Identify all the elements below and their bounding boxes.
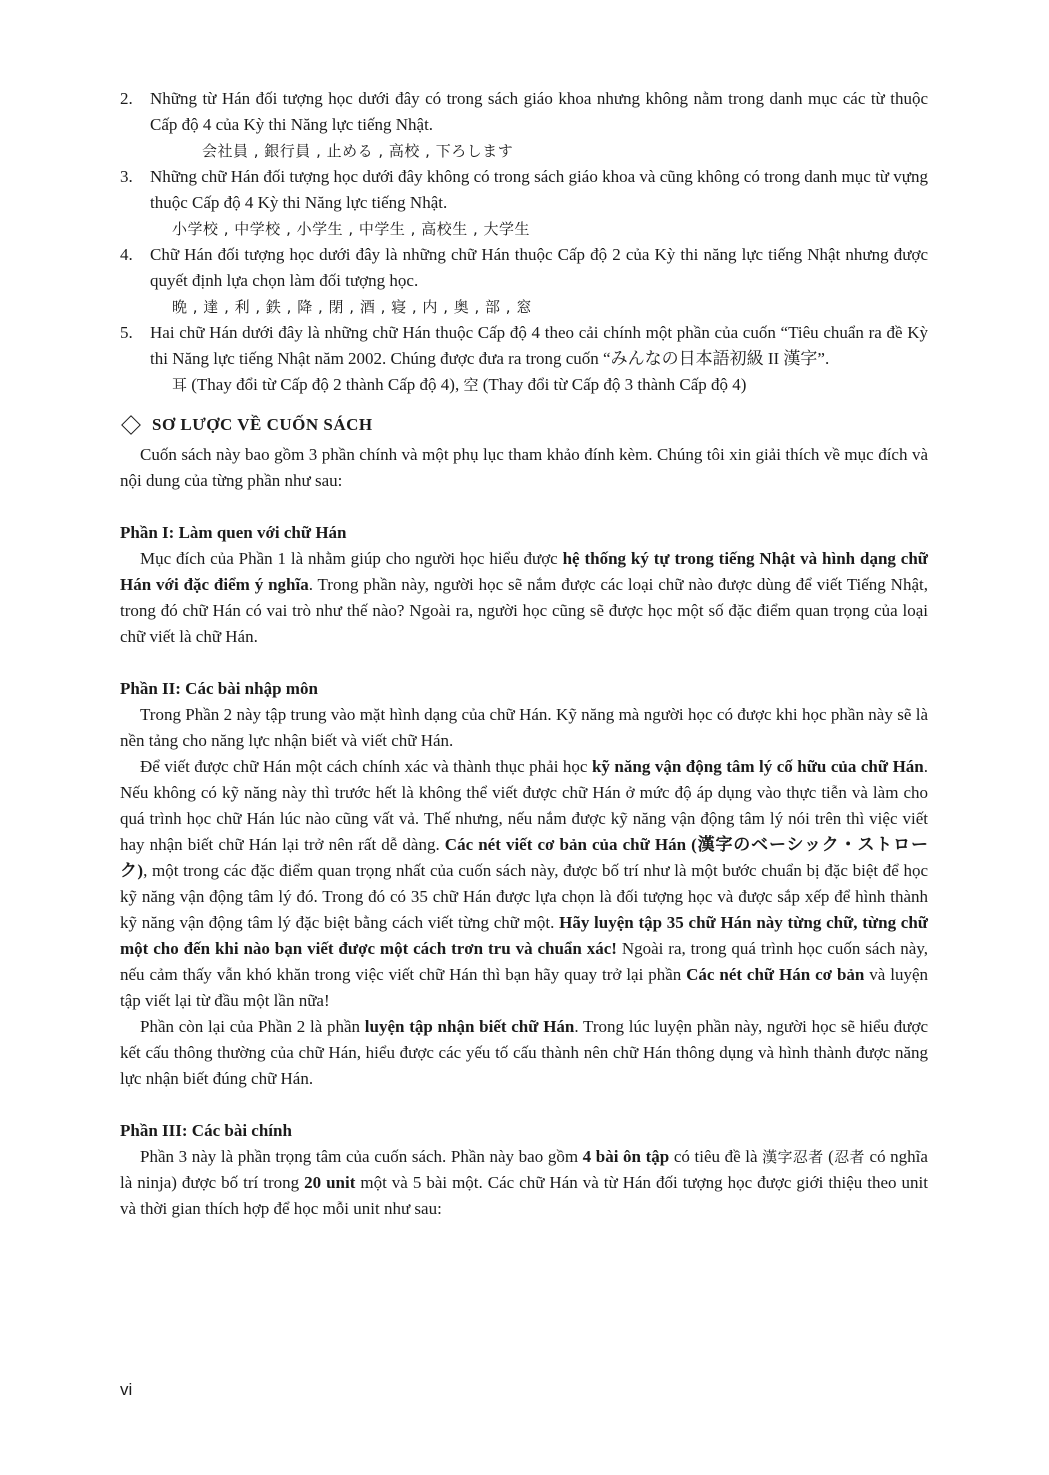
part2-paragraph-2: Để viết được chữ Hán một cách chính xác và thành thục phải học kỹ năng vận động tâm lý cố hữu của chữ Hán. Nếu không có kỹ năng này thì trước hết là không thể viết được chữ Hán ở mức độ áp dụng vào thực tiễn và làm cho quá trình học chữ Hán lúc nào cũng vất vả. Thế nhưng, nếu nắm được kỹ năng vận động tâm lý nói trên thì việc viết hay nhận biết chữ Hán lại trở nên rất dễ dàng. Các nét viết cơ bản của chữ Hán (漢字のベーシック・ストローク), một trong các đặc điểm quan trọng nhất của cuốn sách này, được bố trí như là một bước chuẩn bị đặc biệt để học kỹ năng vận động tâm lý đó. Trong đó có 35 chữ Hán được lựa chọn là đối tượng học và được sắp xếp để hình thành kỹ năng vận động tâm lý đặc biệt bằng cách viết từng chữ một. Hãy luyện tập 35 chữ Hán này từng chữ, từng chữ một cho đến khi nào bạn viết được một cách trơn tru và chuẩn xác! Ngoài ra, trong quá trình học cuốn sách này, nếu cảm thấy vẫn khó khăn trong việc viết chữ Hán thì bạn hãy quay trở lại phần Các nét chữ Hán cơ bản và luyện tập viết lại từ đầu một lần nữa!: [120, 757, 929, 1010]
level-change-text: (Thay đổi từ Cấp độ 2 thành Cấp độ 4),: [187, 375, 464, 394]
kanji-list: 晩 , 達 , 利 , 鉄 , 降 , 閉 , 酒 , 寝 , 内 , 奥 , 部 , 窓: [172, 298, 532, 316]
item-text: Những từ Hán đối tượng học dưới đây có trong sách giáo khoa nhưng không nằm trong danh mục các từ thuộc Cấp độ 4 của Kỳ thi Năng lực tiếng Nhật.: [150, 89, 928, 134]
level-change-text: (Thay đổi từ Cấp độ 3 thành Cấp độ 4): [478, 375, 747, 394]
kanji-list: 小学校 , 中学校 , 小学生 , 中学生 , 高校生 , 大学生: [172, 220, 531, 238]
part3-title: Phần III: Các bài chính: [120, 1121, 292, 1140]
level-change-line: [150, 372, 928, 398]
item-number: 3.: [120, 167, 133, 186]
page-content: [120, 86, 928, 1222]
item-text: Những chữ Hán đối tượng học dưới đây không có trong sách giáo khoa và cũng không có trong danh mục từ vựng thuộc Cấp độ 4 Kỳ thi Năng lực tiếng Nhật.: [150, 167, 928, 212]
intro-paragraph: Cuốn sách này bao gồm 3 phần chính và một phụ lục tham khảo đính kèm. Chúng tôi xin giải thích về mục đích và nội dung của từng phần như sau:: [120, 445, 928, 490]
part1-paragraph: Mục đích của Phần 1 là nhằm giúp cho người học hiểu được hệ thống ký tự trong tiếng Nhật và hình dạng chữ Hán với đặc điểm ý nghĩa. Trong phần này, người học sẽ nắm được các loại chữ nào được dùng để viết Tiếng Nhật, trong đó chữ Hán có vai trò như thế nào? Ngoài ra, người học cũng sẽ được học một số đặc điểm quan trọng của loại chữ viết là chữ Hán.: [120, 549, 928, 646]
kanji-sky: 空: [463, 376, 479, 394]
part1-title: Phần I: Làm quen với chữ Hán: [120, 523, 347, 542]
kanji-ear: 耳: [172, 376, 188, 394]
item-text: Hai chữ Hán dưới đây là những chữ Hán thuộc Cấp độ 4 theo cải chính một phần của cuốn “Tiêu chuẩn ra đề Kỳ thi Năng lực tiếng Nhật năm 2002. Chúng được đưa ra trong cuốn “みんなの日本語初級 II 漢字”.: [150, 323, 928, 368]
part2-paragraph-3: Phần còn lại của Phần 2 là phần luyện tập nhận biết chữ Hán. Trong lúc luyện phần này, người học sẽ hiểu được kết cấu thông thường của chữ Hán, hiểu được các yếu tố cấu thành nên chữ Hán thông dụng và hình thành được năng lực nhận biết đúng chữ Hán.: [120, 1017, 928, 1088]
list-item: [120, 86, 928, 164]
kanji-list: 会社員 , 銀行員 , 止める , 高校 , 下ろします: [202, 142, 514, 160]
part2-title: Phần II: Các bài nhập môn: [120, 679, 318, 698]
page-number: vi: [120, 1380, 133, 1399]
item-number: 5.: [120, 323, 133, 342]
item-text: Chữ Hán đối tượng học dưới đây là những chữ Hán thuộc Cấp độ 2 của Kỳ thi năng lực tiếng Nhật nhưng được quyết định lựa chọn làm đối tượng học.: [150, 245, 928, 290]
part2-paragraph-1: Trong Phần 2 này tập trung vào mặt hình dạng của chữ Hán. Kỹ năng mà người học có được khi học phần này sẽ là nền tảng cho năng lực nhận biết và viết chữ Hán.: [120, 705, 928, 750]
section-title: [120, 412, 928, 438]
list-item: [120, 164, 928, 242]
diamond-bullet-icon: [121, 415, 141, 435]
item-number: 2.: [120, 89, 133, 108]
part3-paragraph: Phần 3 này là phần trọng tâm của cuốn sách. Phần này bao gồm 4 bài ôn tập có tiêu đề là 漢字忍者 (忍者 có nghĩa là ninja) được bố trí trong 20 unit một và 5 bài một. Các chữ Hán và từ Hán đối tượng học được giới thiệu theo unit và thời gian thích hợp để học mỗi unit như sau:: [120, 1147, 928, 1218]
item-number: 4.: [120, 245, 133, 264]
list-item: [120, 242, 928, 320]
list-item: [120, 320, 928, 398]
section-title-text: SƠ LƯỢC VỀ CUỐN SÁCH: [152, 415, 373, 434]
